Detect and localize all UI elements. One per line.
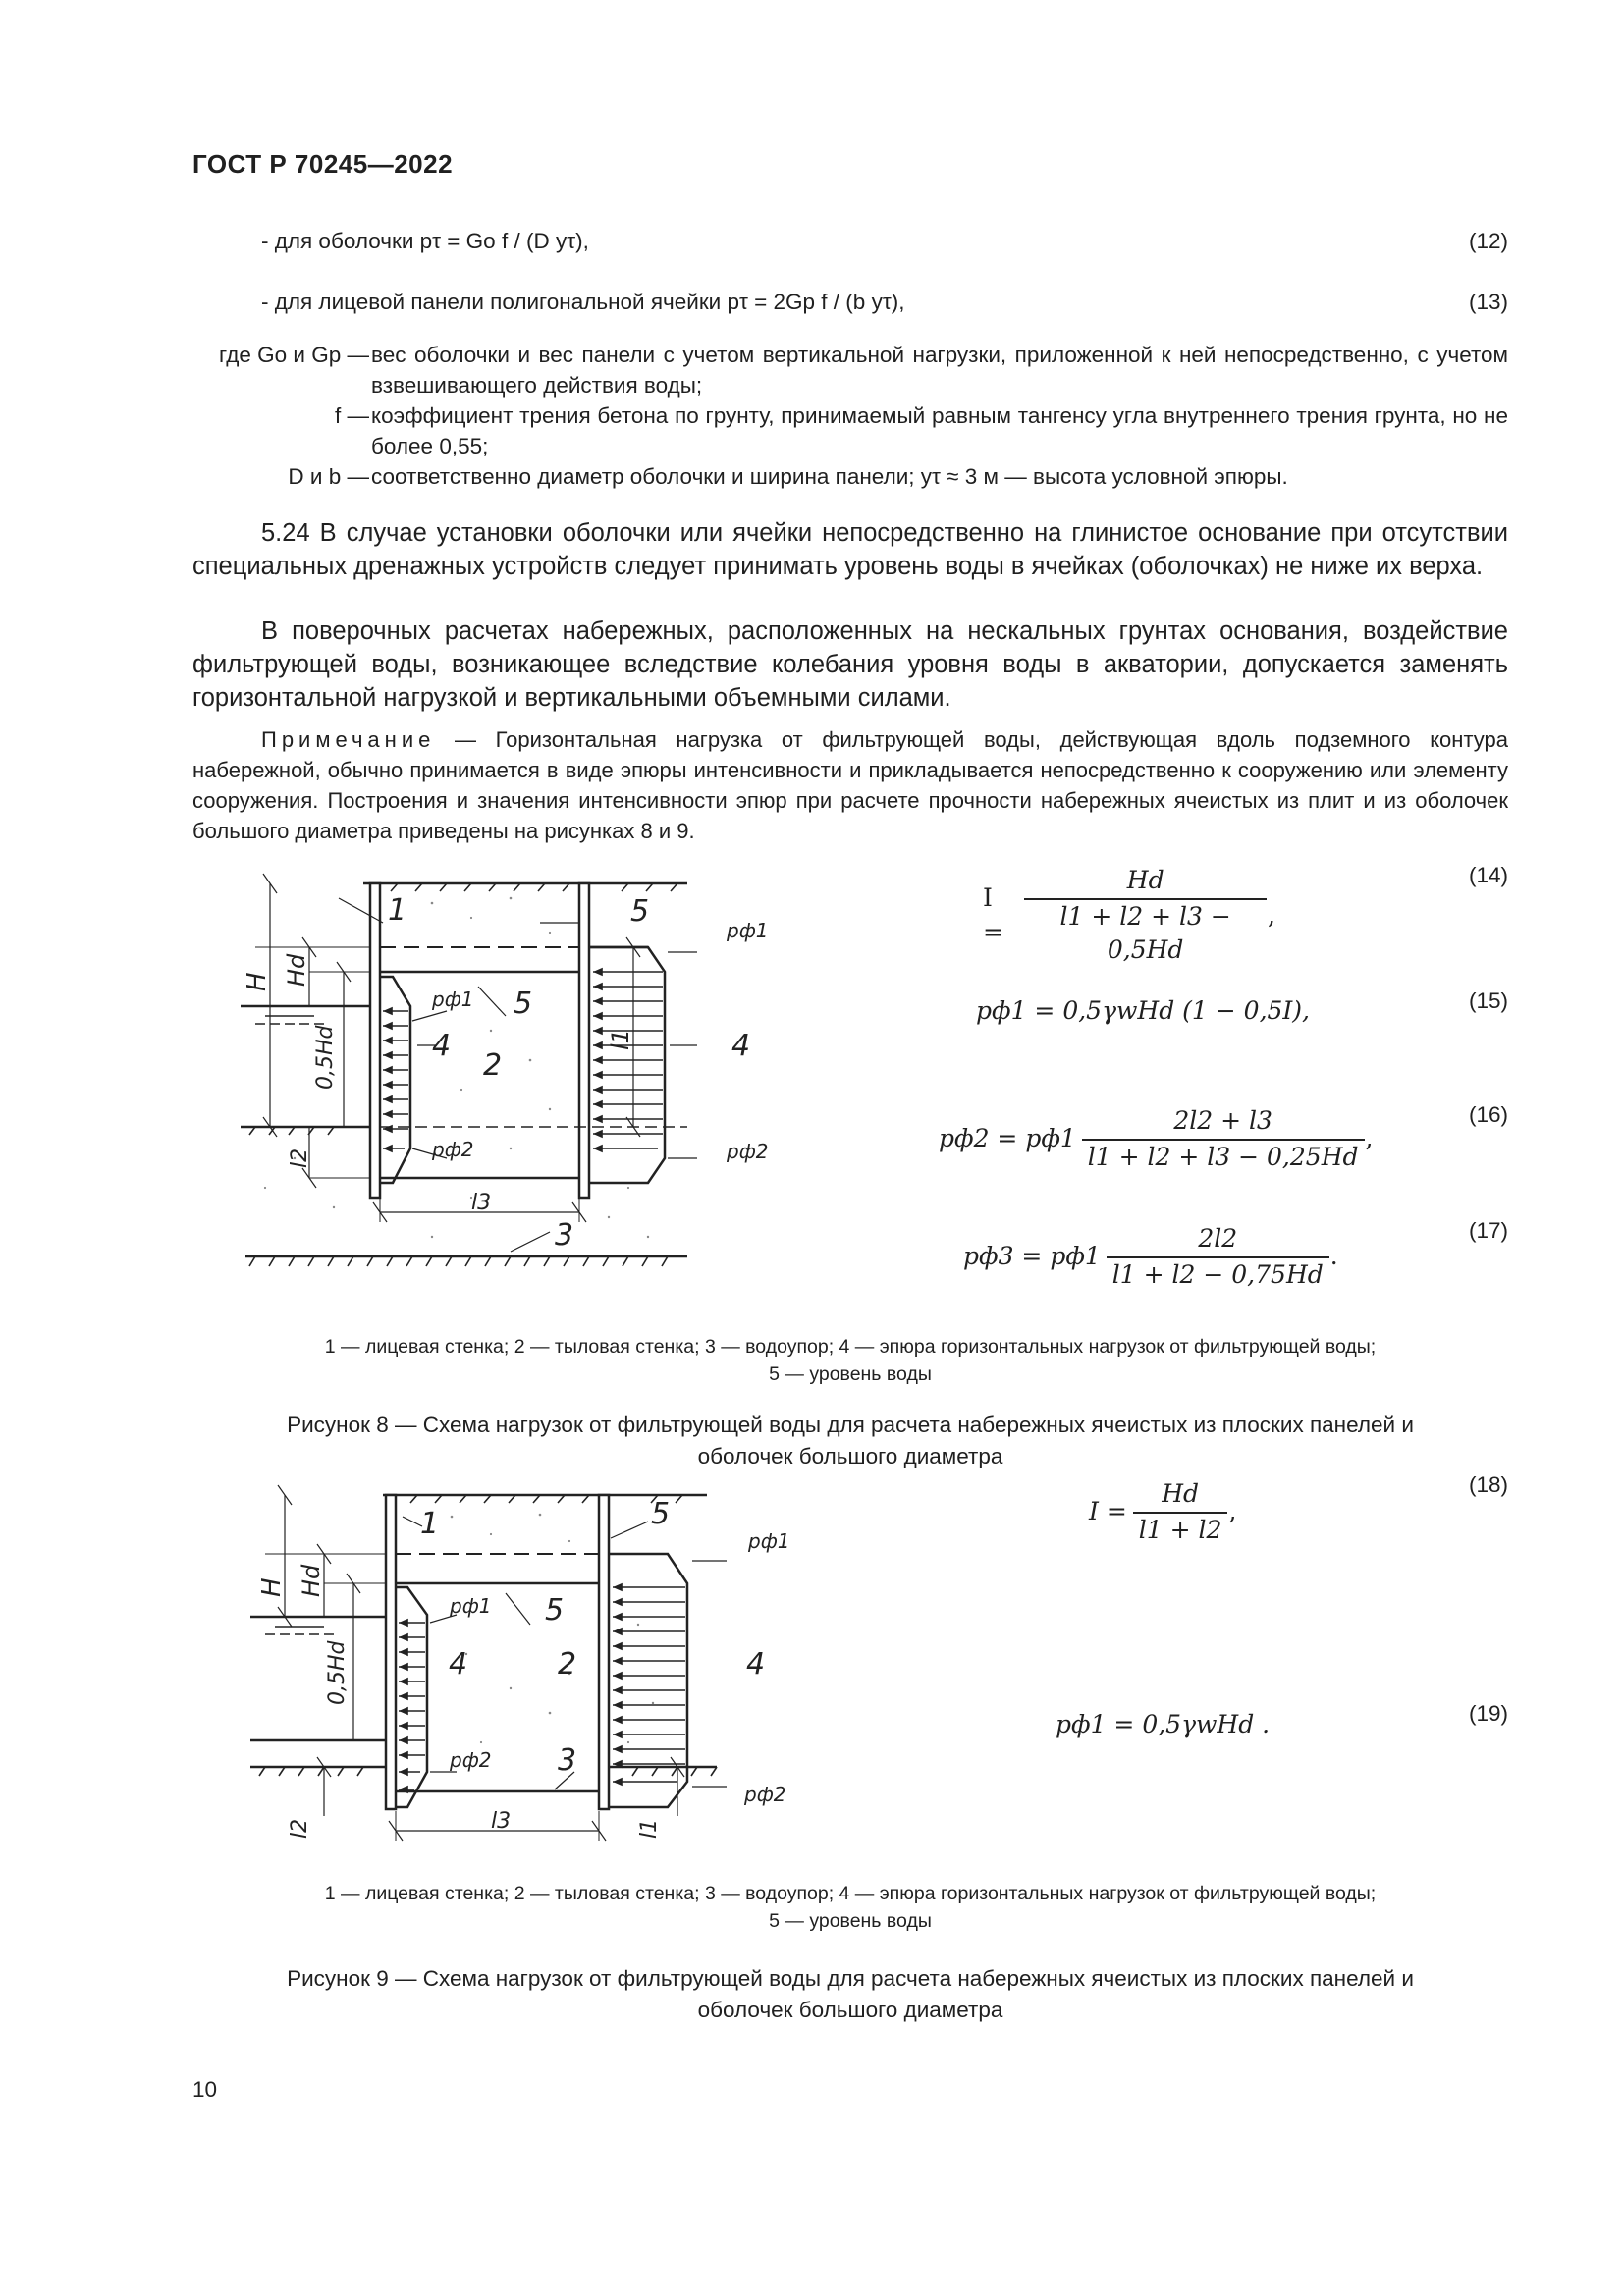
figure-8-caption-line2: оболочек большого диаметра [697, 1444, 1003, 1468]
equation-12-text: - для оболочки pτ = Gо f / (D yτ), [261, 229, 589, 253]
equation-15-number: (15) [1468, 988, 1508, 1013]
equation-16-lhs: pф2 = pф1 [939, 1124, 1076, 1153]
equation-18 [1088, 1477, 1237, 1547]
definition-desc: соответственно диаметр оболочки и ширина панели; yτ ≈ 3 м — высота условной эпюры. [371, 464, 1288, 489]
fig8-label-5a: 5 [514, 987, 533, 1021]
figure-9-caption [192, 1963, 1508, 2026]
fig8-label-pf1b: pф1 [727, 919, 769, 942]
equation-14-number: (14) [1468, 863, 1508, 887]
figure-8-legend [192, 1333, 1508, 1388]
definition-term: где Gо и Gр — [219, 343, 369, 367]
note [192, 724, 1508, 846]
fig9-label-1: 1 [420, 1507, 440, 1541]
fig8-label-H: H [243, 972, 272, 991]
fig8-label-pf2a: pф2 [432, 1138, 474, 1161]
figure-9-caption-line1: Рисунок 9 — Схема нагрузок от фильтрующей воды для расчета набережных ячеистых из плоских панелей и [287, 1966, 1414, 1991]
equation-17-fraction [962, 1222, 1339, 1292]
fig9-label-4a: 4 [449, 1647, 468, 1682]
paragraph-5-24: 5.24 В случае установки оболочки или ячейки непосредственно на глинистое основание при отсутствии специальных дренажных устройств следует принимать уровень воды в ячейках (оболочках) не ниже их верха. [192, 519, 1508, 580]
definition-row [192, 340, 1508, 400]
fig9-label-pf2a: pф2 [450, 1748, 492, 1772]
fig9-label-2: 2 [558, 1647, 577, 1682]
equation-13 [192, 287, 1508, 318]
fig9-label-3: 3 [558, 1743, 577, 1778]
figure-9-legend-line2: 5 — уровень воды [769, 1910, 932, 1932]
fig8-label-4b: 4 [731, 1029, 751, 1063]
equation-17-num: 2l2 [1107, 1222, 1329, 1257]
equation-12 [192, 226, 1508, 257]
fig9-label-pf1b: pф1 [748, 1529, 790, 1553]
definition-row [192, 400, 1508, 461]
fig8-label-2: 2 [483, 1048, 503, 1083]
fig8-label-halfHd: 0,5Hd [313, 1025, 338, 1090]
figure-9-legend-line1: 1 — лицевая стенка; 2 — тыловая стенка; 3 — водоупор; 4 — эпюра горизонтальных нагрузок от фильтрующей воды; [324, 1883, 1377, 1904]
fig9-label-5a: 5 [545, 1593, 565, 1628]
equation-16-tail: , [1365, 1124, 1374, 1153]
paragraph-verification: В поверочных расчетах набережных, расположенных на нескальных грунтах основания, воздействие фильтрующей воды, возникающее вследствие колебания уровня воды в акватории, допускается заменять горизонтальной нагрузкой и вертикальными объемными силами. [192, 617, 1508, 712]
fig9-label-l1: l1 [637, 1818, 662, 1839]
equation-18-den: l1 + l2 [1138, 1515, 1222, 1544]
equation-18-lhs: I = [1089, 1497, 1127, 1526]
figure-9-legend [192, 1880, 1508, 1935]
equation-14-den: l1 + l2 + l3 − 0,5Hd [1059, 901, 1231, 964]
note-label: Примечание [261, 727, 436, 752]
equation-18-tail: , [1228, 1497, 1237, 1526]
fig8-label-pf1a: pф1 [432, 988, 474, 1011]
fig9-label-pf1a: pф1 [450, 1594, 492, 1618]
equation-17-tail: . [1329, 1242, 1338, 1271]
definition-term: D и b — [288, 464, 369, 489]
document-header: ГОСТ Р 70245—2022 [192, 149, 454, 179]
fig9-label-H: H [257, 1577, 287, 1597]
note-text: — Горизонтальная нагрузка от фильтрующей воды, действующая вдоль подземного контура набережной, обычно принимается в виде эпюры интенсивности и прикладывается непосредственно к сооружению или элементу сооружения. Построения и значения интенсивности эпюр при расчете прочности набережных ячеистых из плит и из оболочек большого диаметра приведены на рисунках 8 и 9. [192, 727, 1508, 843]
figure-9-caption-line2: оболочек большого диаметра [697, 1998, 1003, 2022]
fig9-label-halfHd: 0,5Hd [325, 1640, 350, 1705]
equation-12-number: (12) [1468, 229, 1508, 253]
equation-18-number: (18) [1468, 1472, 1508, 1497]
fig8-label-3: 3 [555, 1218, 574, 1253]
equation-16-fraction [938, 1104, 1374, 1174]
fig8-label-4a: 4 [432, 1029, 452, 1063]
figure-8-legend-line1: 1 — лицевая стенка; 2 — тыловая стенка; 3 — водоупор; 4 — эпюра горизонтальных нагрузок от фильтрующей воды; [324, 1336, 1377, 1358]
fig8-label-l2: l2 [288, 1148, 312, 1168]
fig9-label-l2: l2 [288, 1818, 312, 1839]
equation-17-lhs: pф3 = pф1 [963, 1242, 1101, 1271]
fig8-label-pf2b: pф2 [727, 1140, 769, 1163]
figure-8-diagram [236, 864, 769, 1296]
equation-16-number: (16) [1468, 1102, 1508, 1127]
equation-19: pф1 = 0,5γwHd . [1056, 1710, 1271, 1738]
equation-18-fraction [1088, 1477, 1237, 1547]
equation-16 [938, 1104, 1374, 1174]
definition-desc: вес оболочки и вес панели с учетом вертикальной нагрузки, приложенной к ней непосредственно, с учетом взвешивающего действия воды; [371, 343, 1508, 398]
equation-16-num: 2l2 + l3 [1082, 1104, 1365, 1140]
fig8-label-Hd: Hd [283, 953, 310, 987]
fig8-label-1: 1 [388, 893, 407, 928]
figure-9-diagram [245, 1477, 795, 1850]
definitions-list [192, 340, 1508, 492]
equation-14-lhs: I = [983, 883, 1003, 946]
equation-16-den: l1 + l2 + l3 − 0,25Hd [1087, 1142, 1359, 1171]
definition-term: f — [334, 403, 369, 428]
equation-14-num: Hd [1024, 864, 1267, 899]
figure-8-caption-line1: Рисунок 8 — Схема нагрузок от фильтрующей воды для расчета набережных ячеистых из плоских панелей и [287, 1413, 1414, 1437]
fig8-label-l1: l1 [607, 1029, 634, 1050]
equation-17 [962, 1222, 1339, 1292]
equation-17-number: (17) [1468, 1218, 1508, 1243]
equation-18-num: Hd [1133, 1477, 1228, 1513]
equation-14-fraction [982, 864, 1276, 968]
fig9-label-4b: 4 [746, 1647, 766, 1682]
figure-8-caption [192, 1410, 1508, 1472]
fig8-label-l3: l3 [471, 1191, 492, 1215]
fig9-label-pf2b: pф2 [744, 1783, 786, 1806]
definition-row [192, 461, 1508, 492]
equation-14-tail: , [1268, 900, 1275, 930]
equation-14 [982, 864, 1276, 968]
figure-8-legend-line2: 5 — уровень воды [769, 1363, 932, 1385]
equation-13-text: - для лицевой панели полигональной ячейки pτ = 2Gр f / (b yτ), [261, 290, 905, 314]
fig9-label-l3: l3 [491, 1809, 512, 1834]
equation-19-number: (19) [1468, 1701, 1508, 1726]
fig9-label-5b: 5 [651, 1497, 671, 1531]
equation-17-den: l1 + l2 − 0,75Hd [1111, 1259, 1324, 1289]
page-number: 10 [192, 2077, 218, 2102]
equation-13-number: (13) [1468, 290, 1508, 314]
fig9-label-Hd: Hd [298, 1564, 325, 1597]
fig8-label-5b: 5 [630, 894, 650, 929]
equation-15: pф1 = 0,5γwHd (1 − 0,5I), [976, 996, 1311, 1025]
definition-desc: коэффициент трения бетона по грунту, принимаемый равным тангенсу угла внутреннего трения грунта, но не более 0,55; [371, 403, 1508, 458]
